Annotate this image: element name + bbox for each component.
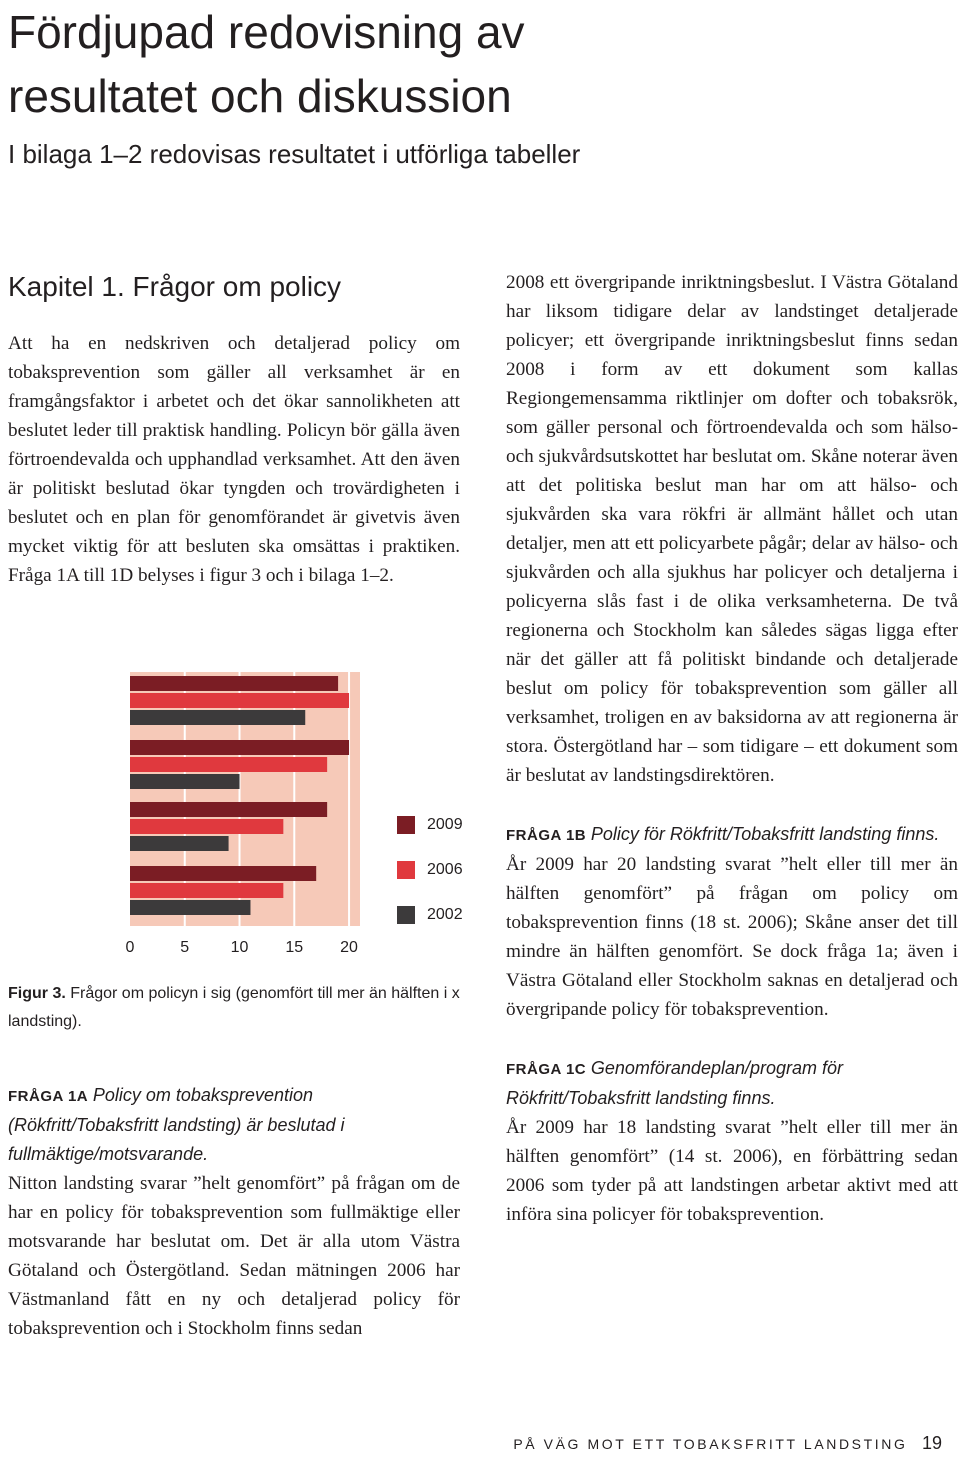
question-1a-title: Policy om tobaksprevention (Rökfritt/Tobaksfritt landsting) är beslutad i fullmäktige/motsvarande. <box>8 1085 345 1164</box>
bar-2006-3 <box>130 819 283 834</box>
legend-item-2006 <box>397 861 463 879</box>
x-tick-label: 15 <box>285 939 304 956</box>
page-title <box>8 0 708 128</box>
question-1a-label: FRÅGA 1A <box>8 1088 89 1105</box>
bar-2002-1 <box>130 710 305 725</box>
legend-swatch-2009 <box>397 816 415 834</box>
bar-2009-4 <box>130 866 316 881</box>
question-1a-heading <box>8 1081 460 1169</box>
left-column-intro <box>8 329 460 590</box>
page-subtitle: I bilaga 1–2 redovisas resultatet i utförliga tabeller <box>8 139 581 169</box>
legend-swatch-2006 <box>397 861 415 879</box>
question-1c-title: Genomförandeplan/program för Rökfritt/Tobaksfritt landsting finns. <box>506 1058 844 1108</box>
question-1b-text: År 2009 har 20 landsting svarat ”helt eller till mer än hälften genomfört” på frågan om policy om tobaksprevention finns (18 st. 2006); Skåne anser det till mindre än hälften genomfört. Se dock fråga 1a; även i Västra Götaland eller Stockholm saknas en detaljerad och övergripande policy för tobaksprevention. <box>506 854 958 1020</box>
bar-2002-2 <box>130 774 240 789</box>
left-column-q1a <box>8 1081 460 1343</box>
bar-2006-4 <box>130 883 283 898</box>
bar-2006-2 <box>130 757 327 772</box>
running-title: PÅ VÄG MOT ETT TOBAKSFRITT LANDSTING <box>513 1436 908 1452</box>
x-tick-label: 10 <box>230 939 249 956</box>
legend-label-2009: 2009 <box>427 816 463 833</box>
question-1a-text: Nitton landsting svarar ”helt genomfört” på frågan om de har en policy för tobaksprevention som fullmäktige eller motsvarande har beslutat om. Det är alla utom Västra Götaland och Östergötland. Sedan mätningen 2006 har Västmanland fått en ny och detaljerad policy för tobaksprevention och i Stockholm finns sedan <box>8 1173 460 1339</box>
right-column <box>506 268 958 1229</box>
question-1c-label: FRÅGA 1C <box>506 1061 587 1078</box>
bar-2002-3 <box>130 836 229 851</box>
x-tick-label: 0 <box>125 939 135 956</box>
question-1b-title: Policy för Rökfritt/Tobaksfritt landsting finns. <box>590 824 940 844</box>
question-1c-text: År 2009 har 18 landsting svarat ”helt eller till mer än hälften genomfört” (14 st. 2006), en förbättring sedan 2006 som tyder på att landstingen arbetar aktivt med att införa sina policyer för tobaksprevention. <box>506 1117 958 1225</box>
bar-2006-1 <box>130 693 349 708</box>
x-tick-label: 20 <box>340 939 358 956</box>
legend-swatch-2002 <box>397 906 415 924</box>
legend-item-2002 <box>397 906 463 924</box>
chapter-heading: Kapitel 1. Frågor om policy <box>8 271 342 302</box>
bar-2009-1 <box>130 676 338 691</box>
bar-2009-2 <box>130 740 349 755</box>
question-1b-heading <box>506 820 958 850</box>
legend-item-2009 <box>397 816 463 834</box>
figure-caption <box>8 980 478 1036</box>
x-tick-label: 5 <box>180 939 190 956</box>
figure-caption-text: Frågor om policyn i sig (genomfört till mer än hälften i x landsting). <box>8 985 460 1030</box>
legend-label-2006: 2006 <box>427 861 463 878</box>
question-1b-label: FRÅGA 1B <box>506 827 587 844</box>
legend-label-2002: 2002 <box>427 906 463 923</box>
bar-2002-4 <box>130 900 250 915</box>
question-1c-heading <box>506 1054 958 1113</box>
page-title-line-2: resultatet och diskussion <box>8 70 512 122</box>
intro-paragraph: Att ha en nedskriven och detaljerad policy om tobaksprevention som gäller all verksamhet är en framgångsfaktor i arbetet och det ökar sannolikheten att beslutet leder till praktisk handling. Policyn bör gälla även förtroendevalda och upphandlad verksamhet. Att den även är politiskt beslutad ökar tyngden och trovärdigheten i beslutet och en plan för genomförandet är givetvis även mycket viktig för att besluten ska omsättas i praktiken. Fråga 1A till 1D belyses i figur 3 och i bilaga 1–2. <box>8 333 460 586</box>
page-footer <box>513 1433 942 1454</box>
page-title-line-1: Fördjupad redovisning av <box>8 6 525 58</box>
page-number: 19 <box>921 1433 942 1453</box>
bar-2009-3 <box>130 802 327 817</box>
figure-caption-label: Figur 3. <box>8 985 66 1002</box>
continuation-paragraph: 2008 ett övergripande inriktningsbeslut. I Västra Götaland har liksom tidigare delar av landstinget detaljerade policyer; ett övergripande inriktningsbeslut finns sedan 2008 i form av ett dokument som kallas Regiongemensamma riktlinjer om dofter och tobaksrök, som gäller personal och förtroendevalda och som hälso- och sjukvårdsutskottet har beslutat om. Skåne noterar även att det politiska beslut man har om att hälso- och sjukvården ska vara rökfri är allmänt hållet och utan detaljer, men att ett policyarbete pågår; delar av hälso- och sjukvården och alla sjukhus har policyer och detaljerna i policyerna slås fast i de olika verksamheterna. De två regionerna och Stockholm kan således sägas ligga efter när det gäller att få politiskt bindande och detaljerade beslut om policy för tobaksprevention som gäller all verksamhet, troligen en av baksidorna av att regionerna är stora. Östergötland har – som tidigare – ett dokument som är beslutat av landstingsdirektören. <box>506 272 958 786</box>
